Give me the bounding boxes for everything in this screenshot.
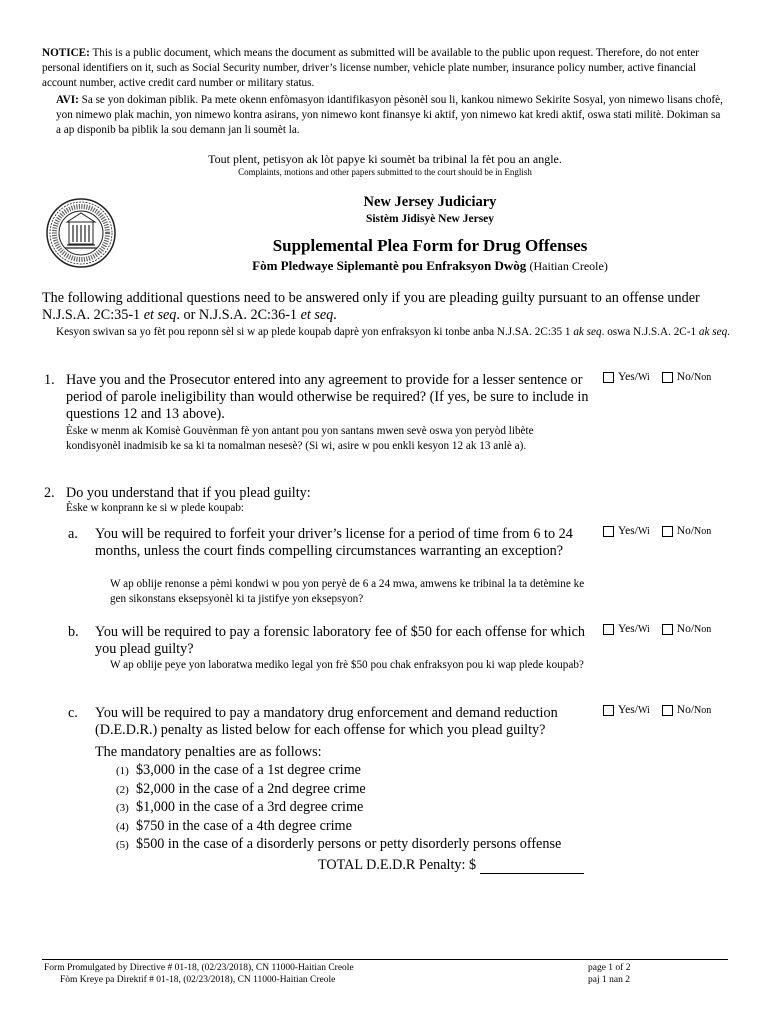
question-2-number: 2. — [44, 485, 55, 501]
intro-et-seq-2: et seq — [300, 307, 334, 323]
form-title-creole-text: Fòm Pledwaye Siplemantè pou Enfraksyon Dwòg — [252, 258, 527, 273]
question-2a-no-checkbox[interactable] — [662, 526, 673, 537]
org-name: New Jersey Judiciary — [363, 194, 497, 210]
intro-ak-seq-1: ak seq — [573, 326, 602, 338]
question-2a-letter: a. — [68, 526, 78, 542]
court-seal-icon — [45, 197, 117, 269]
question-2a-options — [603, 525, 711, 537]
language-note-creole: Tout plent, petisyon ak lòt papye ki soumèt ba tribinal la fèt pou an angle. — [208, 152, 562, 166]
intro-paragraph — [42, 290, 732, 324]
language-note-english: Complaints, motions and other papers submitted to the court should be in English — [238, 167, 532, 177]
penalties-list — [116, 762, 616, 855]
question-1-options — [603, 371, 711, 383]
question-1-text: Have you and the Prosecutor entered into any agreement to provide for a lesser sentence or period of parole ineligibility than would otherwise be required? (If yes, be sure to include in questions 12 and 13 above). — [66, 372, 589, 422]
question-2c-letter: c. — [68, 705, 78, 721]
question-1-creole: Èske w menm ak Komisè Gouvènman fè yon antant pou yon santans mwen sevè oswa yon peryòd libète kondisyonèl inadmisib ke sa ki ta nomalman nesesè? (Si wi, asire w pou enkli kesyon 12 ak 13 anlè a). — [66, 425, 534, 452]
question-2c-yes-checkbox[interactable] — [603, 705, 614, 716]
notice-paragraph — [42, 46, 728, 91]
footer-directive: Form Promulgated by Directive # 01-18, (02/23/2018), CN 11000-Haitian Creole — [44, 963, 354, 973]
question-1-no-checkbox[interactable] — [662, 372, 673, 383]
notice-label: NOTICE: — [42, 47, 90, 59]
footer-left — [44, 962, 354, 986]
question-2a-text: You will be required to forfeit your driver’s license for a period of time from 6 to 24 months, unless the court finds compelling circumstances warranting an exception? — [95, 526, 573, 559]
intro-text-c: . — [333, 307, 337, 323]
footer-right — [588, 962, 630, 986]
no-label: No/Non — [676, 525, 712, 537]
penalty-item: (3) $1,000 in the case of a 3rd degree crime — [116, 799, 364, 815]
intro-creole-c: . — [727, 326, 730, 338]
avi-text: Sa se yon dokiman piblik. Pa mete okenn enfòmasyon idantifikasyon pèsonèl sou li, kankou nimewo Sekirite Sosyal, yon nimewo lisans chofè, yon nimewo plak machin, yon nimewo kontra asirans, yon nimewo kont finansye ki aktif, yon nimewo kat kredi aktif, oswa stati militè. Dokiman sa a ap disponib ba piblik la sou demann jan li soumèt la. — [56, 94, 723, 136]
total-dedr-field[interactable] — [480, 859, 584, 874]
question-2b-yes-checkbox[interactable] — [603, 624, 614, 635]
total-dedr-row — [318, 857, 584, 874]
notice-text: This is a public document, which means the document as submitted will be available to the public upon request. Therefore, do not enter personal identifiers on it, such as Social Security number, driver’s license number, vehicle plate number, insurance policy number, active financial account number, active credit card number or military status. — [42, 47, 700, 89]
question-2-creole: Èske w konprann ke si w plede koupab: — [66, 502, 245, 514]
intro-creole-b: . oswa N.J.S.A. 2C-1 — [601, 326, 699, 338]
form-title: Supplemental Plea Form for Drug Offenses — [272, 236, 588, 255]
yes-label: Yes/Wi — [618, 623, 650, 635]
no-label: No/Non — [676, 704, 712, 716]
total-dedr-label: TOTAL D.E.D.R Penalty: $ — [318, 857, 477, 873]
no-label: No/Non — [676, 371, 712, 383]
yes-label: Yes/Wi — [618, 704, 650, 716]
question-2c-options — [603, 704, 711, 716]
question-2a-creole: W ap oblije renonse a pèmi kondwi w pou yon peryè de 6 a 24 mwa, amwens ke tribinal la ta detèmine ke gen sikonstans eksepsyonèl ki ta jistifye yon eksepsyon? — [110, 578, 585, 605]
yes-label: Yes/Wi — [618, 525, 650, 537]
yes-label: Yes/Wi — [618, 371, 650, 383]
penalty-item: (1) $3,000 in the case of a 1st degree crime — [116, 762, 361, 778]
intro-creole-a: Kesyon swivan sa yo fèt pou reponn sèl si w ap plede koupab daprè yon enfraksyon ki tonbe anba N.J.SA. 2C:35 1 — [56, 326, 574, 338]
question-1-number: 1. — [44, 372, 55, 388]
question-2-text: Do you understand that if you plead guilty: — [66, 485, 311, 501]
penalty-item: (5) $500 in the case of a disorderly persons or petty disorderly persons offense — [116, 836, 562, 852]
question-2a-yes-checkbox[interactable] — [603, 526, 614, 537]
intro-text-b: . or N.J.S.A. 2C:36-1 — [176, 307, 301, 323]
footer-divider — [42, 959, 728, 960]
page-number: page 1 of 2 — [588, 963, 631, 973]
question-2c-no-checkbox[interactable] — [662, 705, 673, 716]
question-2b-letter: b. — [68, 624, 79, 640]
penalties-intro: The mandatory penalties are as follows: — [95, 744, 322, 760]
org-name-creole: Sistèm Jidisyè New Jersey — [365, 213, 495, 225]
intro-paragraph-creole — [56, 325, 732, 340]
page-number-creole: paj 1 nan 2 — [588, 975, 630, 985]
question-2c-text: You will be required to pay a mandatory drug enforcement and demand reduction (D.E.D.R.) penalty as listed below for each offense for which you plead guilty? — [95, 705, 558, 738]
no-label: No/Non — [676, 623, 712, 635]
intro-et-seq-1: et seq — [143, 307, 177, 323]
question-2b-text: You will be required to pay a forensic laboratory fee of $50 for each offense for which you plead guilty? — [95, 624, 585, 657]
question-2b-creole: W ap oblije peye yon laboratwa mediko legal yon frè $50 pou chak enfraksyon pou ki wap plede koupab? — [110, 659, 584, 671]
notice-creole-paragraph — [56, 93, 728, 138]
question-2b-no-checkbox[interactable] — [662, 624, 673, 635]
form-title-creole — [130, 258, 730, 274]
avi-label: AVI: — [56, 94, 79, 106]
intro-ak-seq-2: ak seq — [698, 326, 728, 338]
question-1-yes-checkbox[interactable] — [603, 372, 614, 383]
intro-text-a: The following additional questions need to be answered only if you are pleading guilty pursuant to an offense under N.J.S.A. 2C:35-1 — [42, 290, 700, 323]
language-label: (Haitian Creole) — [529, 259, 608, 273]
penalty-item: (4) $750 in the case of a 4th degree crime — [116, 817, 352, 834]
question-2b-options — [603, 623, 711, 635]
footer-directive-creole: Fòm Kreye pa Direktif # 01-18, (02/23/2018), CN 11000-Haitian Creole — [60, 975, 336, 985]
penalty-item: (2) $2,000 in the case of a 2nd degree crime — [116, 780, 366, 797]
